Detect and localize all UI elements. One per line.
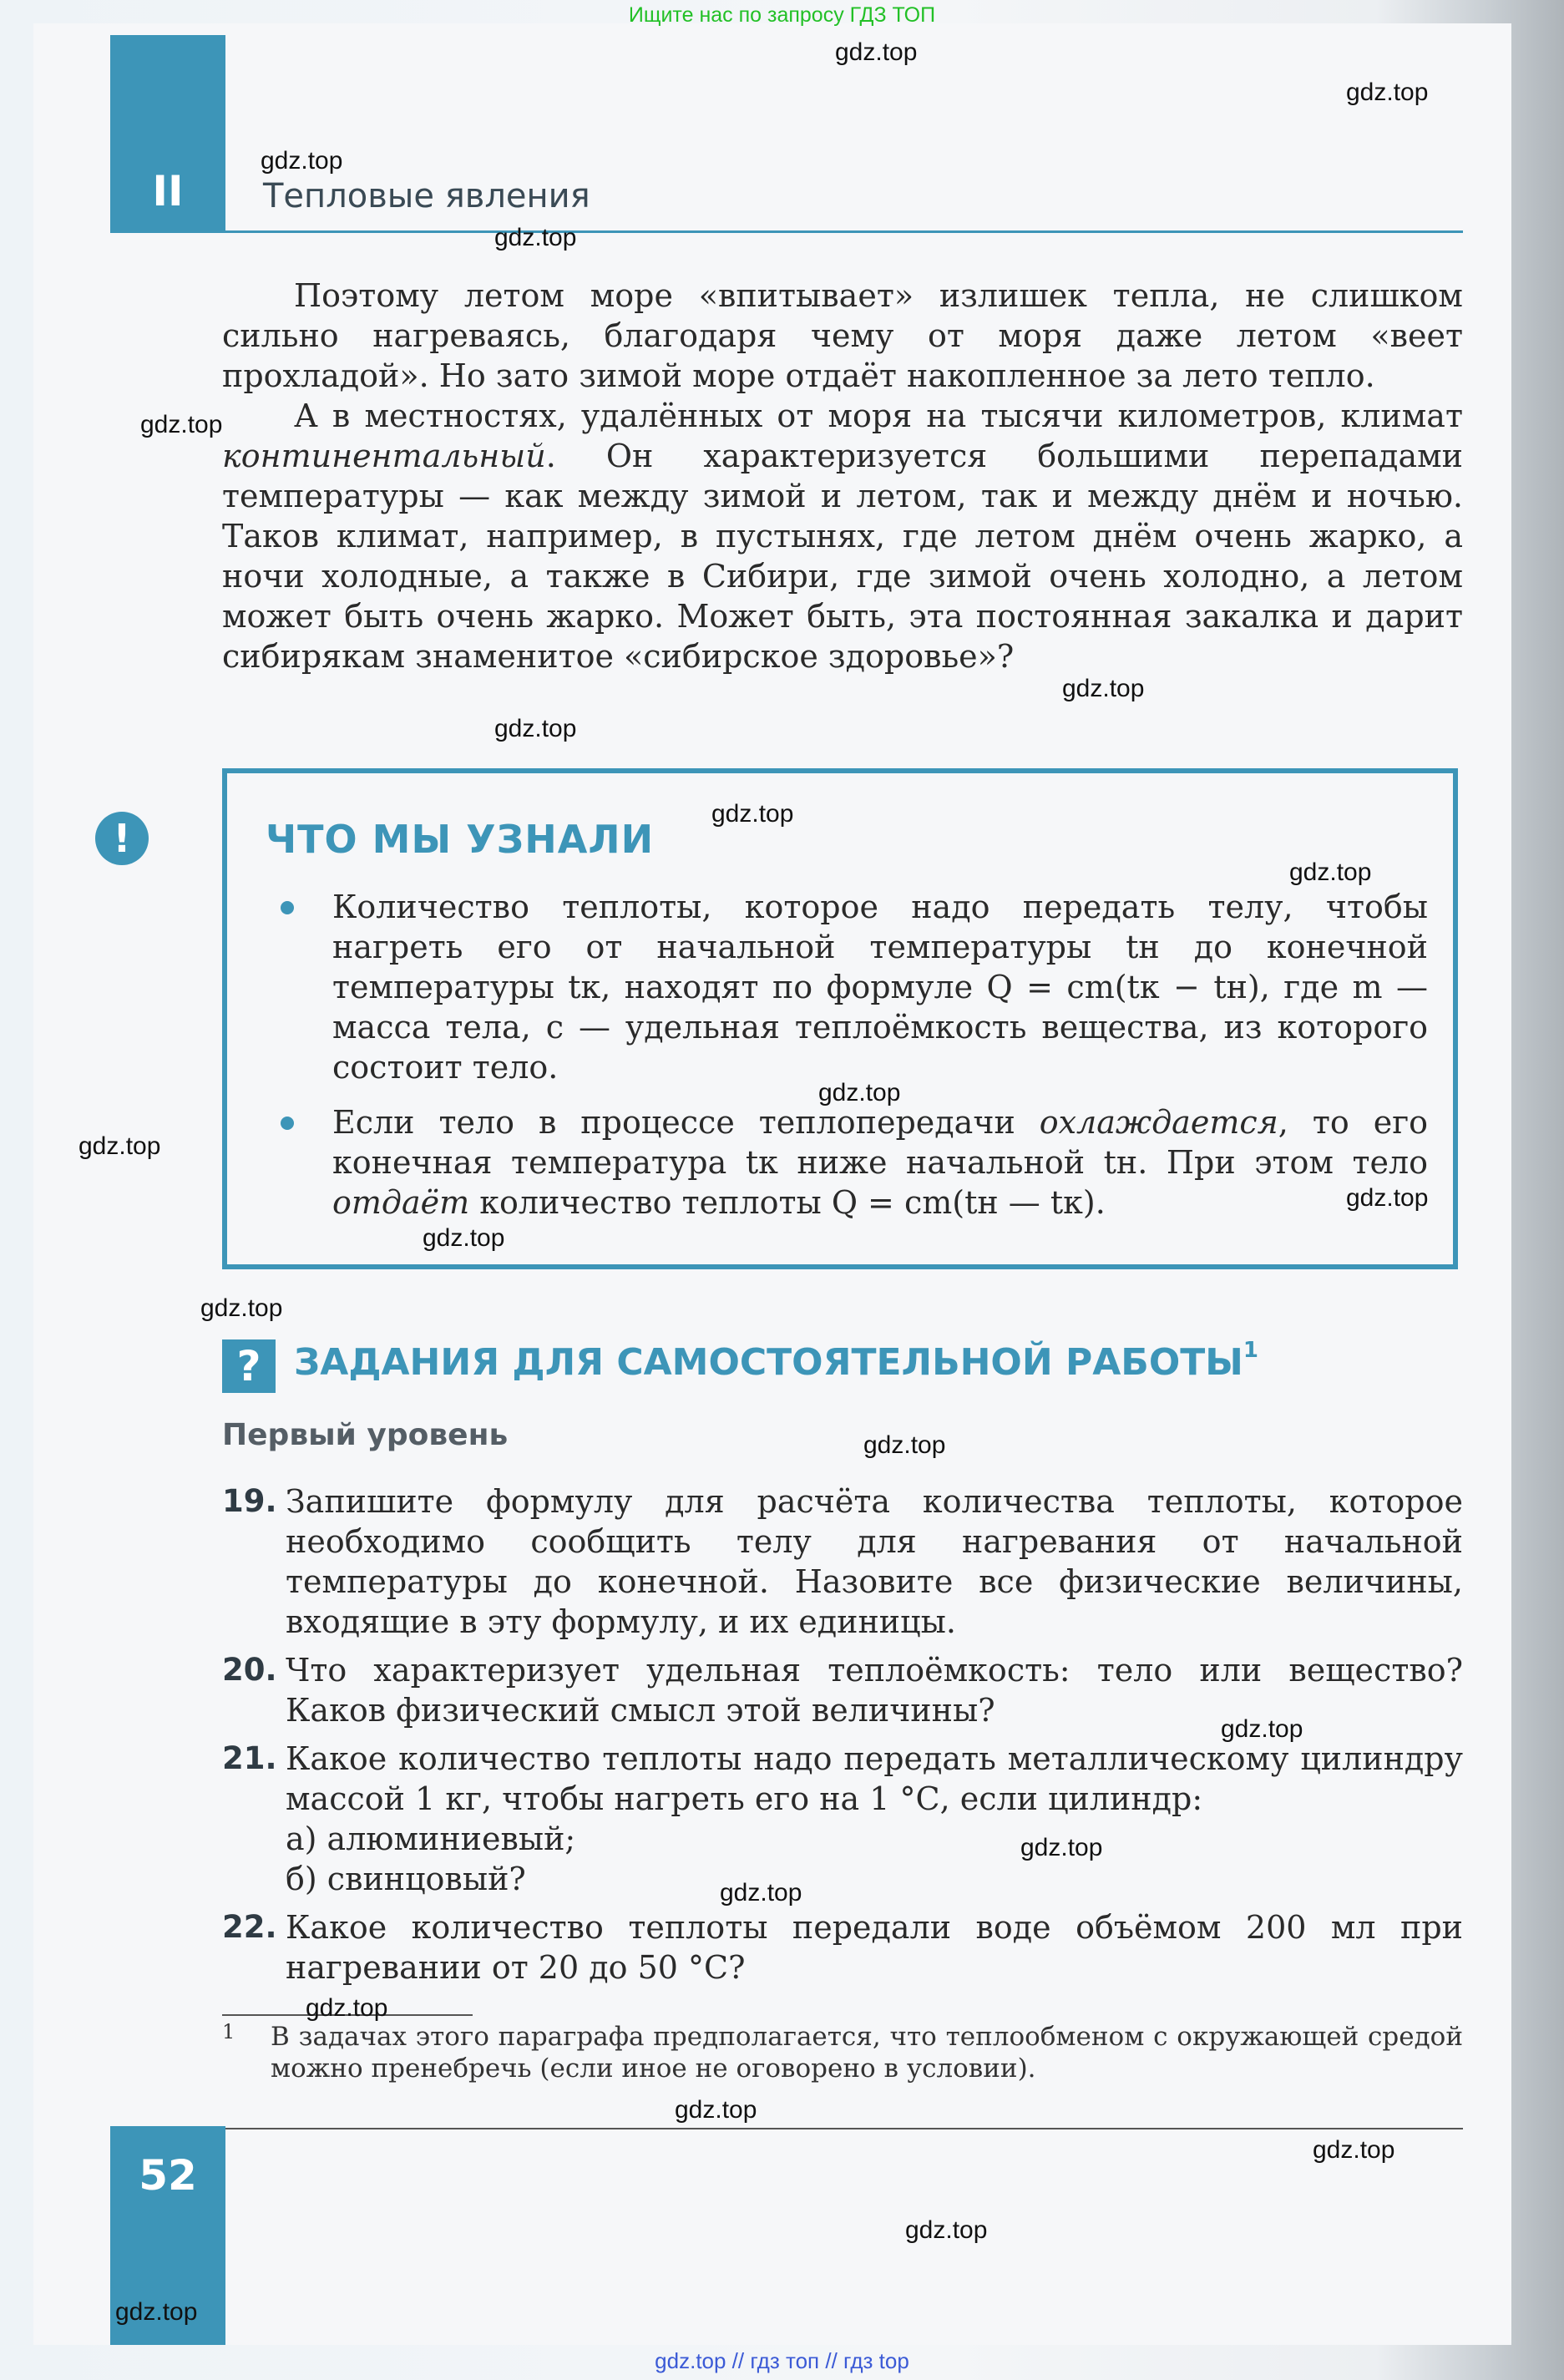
watermark: gdz.top (1346, 1184, 1429, 1212)
tasks-title-text: ЗАДАНИЯ ДЛЯ САМОСТОЯТЕЛЬНОЙ РАБОТЫ (294, 1341, 1243, 1384)
task-text: Что характеризует удельная теплоёмкость: тело или вещество? Каков физический смысл этой величины? (286, 1652, 1463, 1729)
watermark: gdz.top (140, 411, 223, 438)
watermark: gdz.top (711, 800, 794, 828)
task-text: Какое количество теплоты передали воде объёмом 200 мл при нагревании от 20 до 50 °С? (286, 1909, 1463, 1986)
task-item (222, 1907, 1463, 1988)
watermark: gdz.top (423, 1224, 505, 1252)
bottom-banner[interactable]: gdz.top // гдз топ // гдз top (655, 2348, 909, 2373)
footnote (222, 2021, 1463, 2084)
watermark: gdz.top (200, 1294, 283, 1322)
watermark: gdz.top (261, 147, 343, 175)
task-option-b: б) свинцовый? (286, 1861, 526, 1897)
exclamation-icon: ! (95, 812, 149, 865)
task-number: 20. (222, 1652, 277, 1688)
summary-item-2-emphasis-2: отдаёт (332, 1184, 470, 1221)
watermark: gdz.top (863, 1431, 946, 1459)
page-number: 52 (139, 2151, 197, 2200)
summary-title: ЧТО МЫ УЗНАЛИ (266, 817, 655, 862)
paragraph-2-start: А в местностях, удалённых от моря на тысячи километров, климат (294, 398, 1463, 434)
paragraph-2-end: . Он характеризуется большими перепадами температуры — как между зимой и летом, так и между днём и ночью. Таков климат, например, в пустынях, где летом днём очень жарко, а ночи холодные, а также в Сибири, где зимой очень холодно, а летом может быть очень жарко. Может быть, эта постоянная закалка и дарит сибирякам знаменитое «сибирское здоровье»? (222, 438, 1463, 675)
watermark: gdz.top (905, 2216, 988, 2244)
top-banner[interactable]: Ищите нас по запросу ГДЗ ТОП (628, 3, 936, 27)
tasks-footnote-mark: 1 (1243, 1338, 1258, 1363)
paragraph-2-emphasis: континентальный (222, 438, 546, 474)
watermark: gdz.top (306, 1994, 388, 2022)
task-number: 19. (222, 1483, 277, 1519)
chapter-number: II (152, 167, 184, 215)
summary-item-2-part-3: количество теплоты Q = cm(tн — tк). (469, 1184, 1106, 1221)
task-text: Какое количество теплоты надо передать металлическому цилиндру массой 1 кг, чтобы нагреть его на 1 °С, если цилиндр: (286, 1740, 1463, 1817)
level-title: Первый уровень (222, 1418, 509, 1452)
watermark: gdz.top (78, 1132, 161, 1160)
task-number: 21. (222, 1740, 277, 1776)
main-text (222, 276, 1463, 676)
task-item (222, 1481, 1463, 1642)
header-divider (110, 230, 1463, 233)
summary-item-2-part-2: , то его конечная температура tк ниже начальной tн. При этом тело (332, 1104, 1428, 1181)
summary-item-2 (276, 1102, 1428, 1223)
watermark: gdz.top (675, 2096, 757, 2124)
question-icon: ? (222, 1339, 276, 1393)
footnote-text: В задачах этого параграфа предполагается, что теплообменом с окружающей средой можно пренебречь (если иное не оговорено в условии). (271, 2022, 1463, 2084)
task-text: Запишите формулу для расчёта количества теплоты, которое необходимо сообщить телу для нагревания от начальной температуры до конечной. Назовите все физические величины, входящие в эту формулу, и их единицы. (286, 1483, 1463, 1640)
paragraph-2 (222, 396, 1463, 676)
tasks-title (294, 1338, 1258, 1384)
watermark: gdz.top (1020, 1834, 1103, 1861)
watermark: gdz.top (494, 224, 577, 251)
watermark: gdz.top (494, 715, 577, 742)
watermark: gdz.top (1289, 858, 1372, 886)
task-number: 22. (222, 1909, 277, 1945)
watermark: gdz.top (1221, 1715, 1303, 1743)
summary-item-1: Количество теплоты, которое надо передать телу, чтобы нагреть его от начальной температуры tн до конечной температуры tк, находят по формуле Q = cm(tк − tн), где m — масса тела, c — удельная теплоёмкость вещества, из которого состоит тело. (276, 887, 1428, 1087)
watermark: gdz.top (818, 1079, 901, 1106)
watermark: gdz.top (720, 1879, 802, 1907)
chapter-title: Тепловые явления (263, 177, 590, 215)
watermark: gdz.top (1062, 675, 1145, 702)
paragraph-1: Поэтому летом море «впитывает» излишек тепла, не слишком сильно нагреваясь, благодаря чему от моря даже летом «веет прохладой». Но зато зимой море отдаёт накопленное за лето тепло. (222, 277, 1463, 394)
task-option-a: а) алюминиевый; (286, 1820, 576, 1857)
summary-item-2-emphasis-1: охлаждается (1039, 1104, 1278, 1141)
bottom-divider (222, 2128, 1463, 2129)
summary-item-2-part-1: Если тело в процессе теплопередачи (332, 1104, 1040, 1141)
task-item (222, 1739, 1463, 1899)
watermark: gdz.top (115, 2298, 198, 2326)
summary-list (276, 887, 1428, 1238)
footnote-mark: 1 (222, 2020, 235, 2043)
watermark: gdz.top (1313, 2136, 1395, 2164)
watermark: gdz.top (835, 38, 918, 66)
watermark: gdz.top (1346, 78, 1429, 106)
